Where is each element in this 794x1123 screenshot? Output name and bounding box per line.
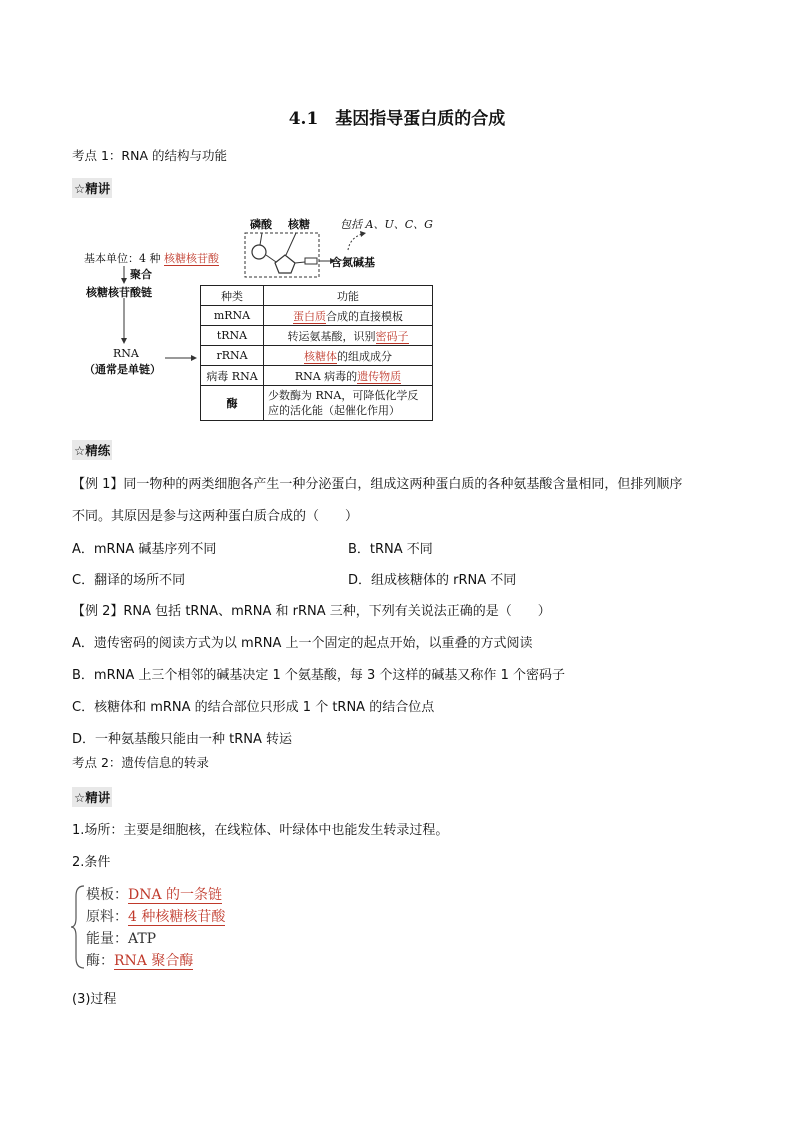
table-cell-function (264, 306, 433, 326)
function-post: 的组成成分 (337, 349, 392, 363)
phosphate-label: 磷酸 (250, 218, 272, 231)
example1-option-c: C．翻译的场所不同 (72, 573, 186, 588)
function-pre: 转运氨基酸，识别 (287, 329, 376, 343)
includes-bases-label: 包括 A、U、C、G (340, 218, 433, 231)
example2-option-b: B．mRNA 上三个相邻的碱基决定 1 个氨基酸，每 3 个这样的碱基又称作 1 个密码子 (72, 668, 565, 683)
example1-option-a: A．mRNA 碱基序列不同 (72, 542, 217, 557)
condition-value: DNA 的一条链 (128, 887, 223, 903)
table-row (201, 386, 433, 421)
rna-label: RNA (113, 347, 139, 360)
table-cell-type: tRNA (201, 326, 264, 346)
function-line: 应的活化能（起催化作用） (268, 404, 400, 417)
table-cell-type: rRNA (201, 346, 264, 366)
transcription-place: 1.场所：主要是细胞核，在线粒体、叶绿体中也能发生转录过程。 (72, 823, 449, 838)
practice-tag: ☆精练 (72, 440, 112, 460)
condition-value: ATP (128, 931, 157, 947)
table-cell-type: 酶 (201, 386, 264, 421)
conditions-title: 2.条件 (72, 855, 111, 870)
example1-line2: 不同。其原因是参与这两种蛋白质合成的（ ） (72, 509, 359, 524)
section2-heading: 考点 2：遗传信息的转录 (72, 755, 209, 770)
table-row (201, 306, 433, 326)
nitrogen-base-label: 含氮碱基 (331, 256, 375, 269)
table-header-type: 种类 (201, 286, 264, 306)
lecture-tag-1: ☆精讲 (72, 178, 112, 198)
example2-stem: 【例 2】RNA 包括 tRNA、mRNA 和 rRNA 三种，下列有关说法正确的是（ ） (72, 604, 551, 619)
polymerize-label: 聚合 (130, 268, 152, 281)
function-term: 核糖体 (304, 349, 337, 363)
page-title: 4.1 基因指导蛋白质的合成 (288, 109, 506, 129)
condition-label: 原料： (86, 909, 128, 925)
table-row (201, 326, 433, 346)
base-unit-term: 核糖核苷酸 (164, 252, 219, 265)
table-row (201, 346, 433, 366)
function-pre: RNA 病毒的 (294, 369, 358, 383)
table-header-row (201, 286, 433, 306)
condition-value: 4 种核糖核苷酸 (128, 909, 226, 925)
function-post: 合成的直接模板 (326, 309, 403, 323)
example2-option-c: C．核糖体和 mRNA 的结合部位只形成 1 个 tRNA 的结合位点 (72, 700, 435, 715)
lecture-tag-2: ☆精讲 (72, 787, 112, 807)
condition-label: 模板： (86, 887, 128, 903)
function-term: 密码子 (375, 329, 409, 343)
nucleotide-chain-label: 核糖核苷酸链 (86, 286, 152, 299)
section1-heading: 考点 1：RNA 的结构与功能 (72, 148, 227, 163)
example2-option-d: D．一种氨基酸只能由一种 tRNA 转运 (72, 732, 293, 747)
function-line: 少数酶为 RNA，可降低化学反 (268, 389, 419, 402)
ribose-label: 核糖 (288, 218, 310, 231)
table-cell-function (264, 386, 433, 421)
example1-option-b: B．tRNA 不同 (348, 542, 433, 557)
example2-option-a: A．遗传密码的阅读方式为以 mRNA 上一个固定的起点开始，以重叠的方式阅读 (72, 636, 533, 651)
example1-option-d: D．组成核糖体的 rRNA 不同 (348, 573, 517, 588)
table-cell-function (264, 366, 433, 386)
condition-label: 酶： (86, 953, 114, 969)
function-term: 遗传物质 (357, 369, 402, 383)
table-row (201, 366, 433, 386)
table-header-function: 功能 (264, 286, 433, 306)
example1-line1: 【例 1】同一物种的两类细胞各产生一种分泌蛋白，组成这两种蛋白质的各种氨基酸含量相同，但排列顺序 (72, 477, 683, 492)
brace-icon (70, 884, 86, 970)
base-unit-prefix: 基本单位：4 种 (84, 252, 161, 265)
table-cell-type: 病毒 RNA (201, 366, 264, 386)
condition-label: 能量： (86, 931, 128, 947)
condition-value: RNA 聚合酶 (114, 953, 194, 969)
table-cell-type: mRNA (201, 306, 264, 326)
rna-function-table (200, 285, 433, 421)
rna-note-label: （通常是单链） (84, 363, 161, 376)
function-term: 蛋白质 (293, 309, 326, 323)
table-cell-function (264, 326, 433, 346)
table-cell-function (264, 346, 433, 366)
process-heading: (3)过程 (72, 992, 117, 1007)
